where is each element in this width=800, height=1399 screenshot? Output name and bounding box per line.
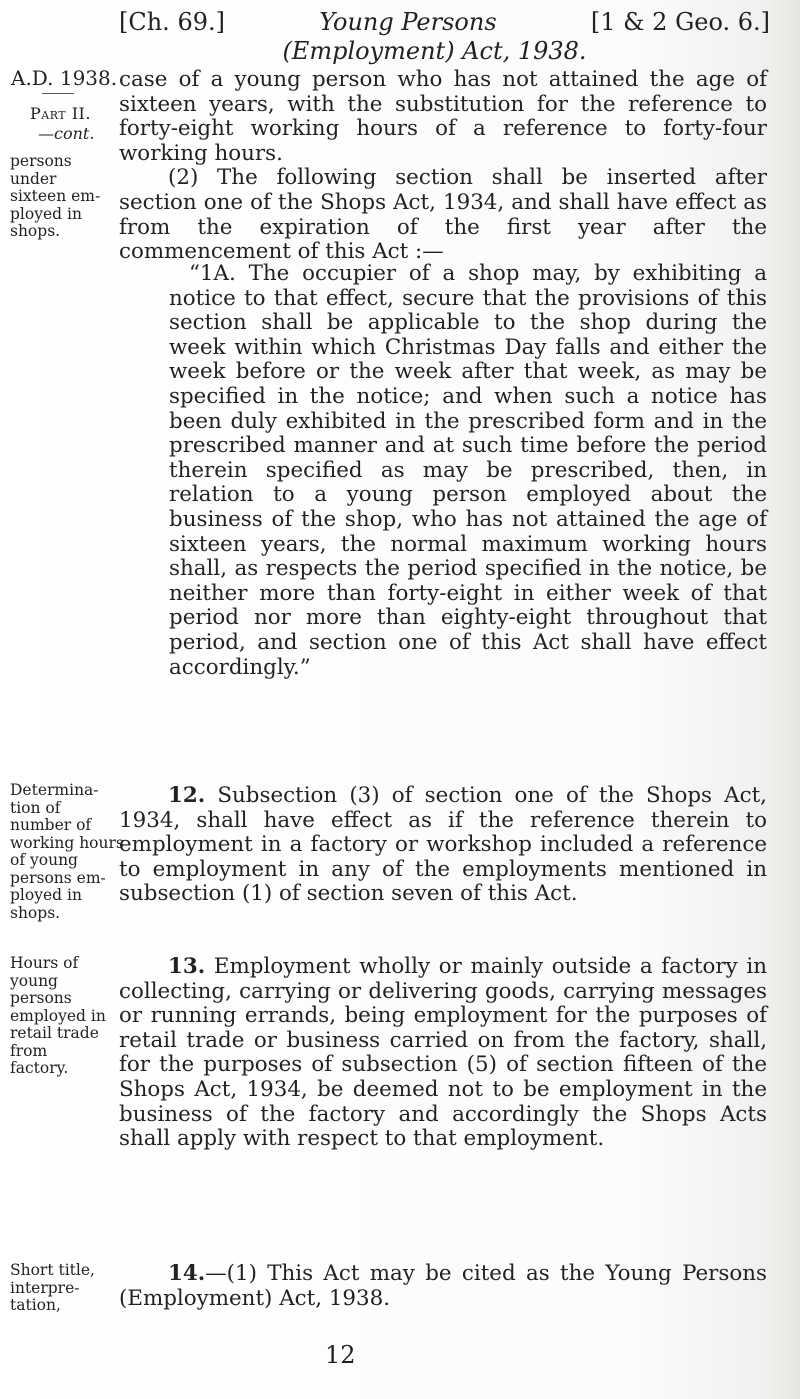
margin-note-short-title: Short title, interpre- tation, [10,1261,95,1314]
section-13 [119,955,767,1152]
section-13-text: Employment wholly or mainly outside a factory in collecting, carrying or delivering goods, carrying messages or running errands, being employment for the purposes of retail trade or business carried on from the factory, shall, for the purposes of subsection (5) of section fifteen of the Shops Act, 1934, be deemed not to be employment in the business of the factory and accordingly the Shops Acts shall apply with respect to that employment. [119,954,767,1152]
header-chapter: [Ch. 69.] [119,8,225,36]
margin-rule [42,93,74,94]
page-number: 12 [325,1341,356,1369]
margin-part-label: Part II. [30,104,91,123]
header-subtitle: (Employment) Act, 1938. [282,37,587,65]
margin-note-persons-under-sixteen: persons under sixteen em- ployed in shops. [10,152,101,240]
header-regnal-year: [1 & 2 Geo. 6.] [590,8,770,36]
section-14-number: 14. [168,1261,206,1286]
quoted-section-1a-text: “1A. The occupier of a shop may, by exhibiting a notice to that effect, secure that the provisions of this section shall be applicable to the shop during the week within which Christmas Day falls and either the week before or the week after that week, as may be specified in the notice; and when such a notice has been duly exhibited in the prescribed form and in the prescribed manner and at such time before the period therein specified as may be prescribed, then, in relation to a young person employed about the business of the shop, who has not attained the age of sixteen years, the normal maximum working hours shall, as respects the period specified in the notice, be neither more than forty-eight in either week of that period nor more than eighty-eight throughout that period, and section one of this Act shall have effect accordingly.” [169,261,767,680]
margin-note-hours-retail: Hours of young persons employed in retail trade from factory. [10,954,106,1077]
paragraph-continued: case of a young person who has not attained the age of sixteen years, with the substitution for the reference to forty-eight working hours of a reference to forty-four working hours. [119,67,767,166]
margin-part-cont: —cont. [38,124,95,143]
margin-note-determination: Determina- tion of number of working hours of young persons em- ployed in shops. [10,781,124,922]
running-header [119,8,770,65]
quoted-section-1a [169,262,767,680]
section-12 [119,784,767,907]
subsection-2: (2) The following section shall be inserted after section one of the Shops Act, 1934, and shall have effect as from the expiration of the first year after the commencement of this Act :— [119,165,767,265]
margin-part [30,93,94,144]
section-12-number: 12. [168,783,206,808]
margin-year: A.D. 1938. [11,66,118,90]
body-opening [119,68,767,265]
section-13-number: 13. [168,954,206,979]
section-14-text: —(1) This Act may be cited as the Young Persons (Employment) Act, 1938. [119,1261,767,1311]
section-14 [119,1262,767,1311]
header-title: Young Persons [319,8,497,36]
section-12-text: Subsection (3) of section one of the Shops Act, 1934, shall have effect as if the reference therein to employment in a factory or workshop included a reference to employment in any of the employments mentioned in subsection (1) of section seven of this Act. [119,783,767,907]
